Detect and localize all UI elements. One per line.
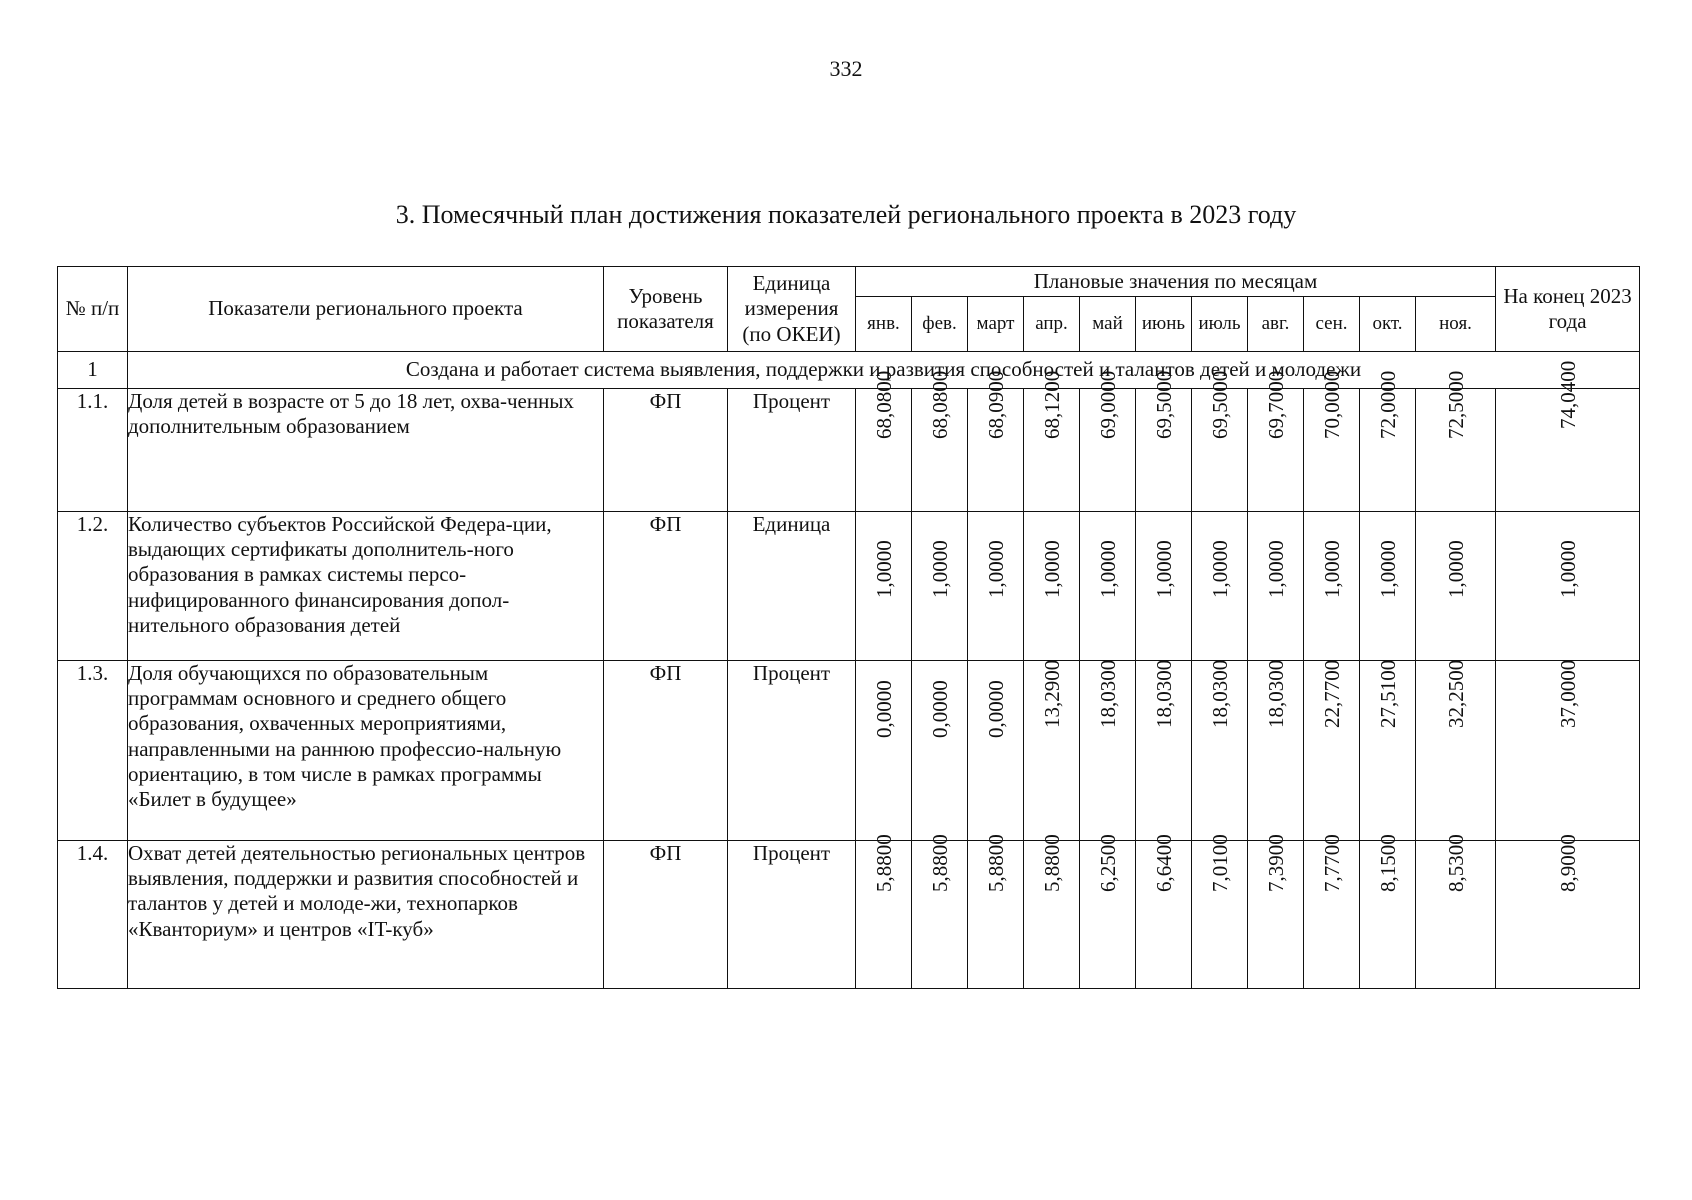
month-value: 27,5100	[1375, 659, 1400, 728]
end-of-year-value: 1,0000	[1555, 540, 1580, 598]
month-value: 68,0800	[927, 370, 952, 439]
row-indicator-name: Охват детей деятельностью региональных центров выявления, поддержки и развития способностей и талантов у детей и молоде-жи, технопарков «Кванториум» и центров «IT-куб»	[128, 841, 604, 989]
month-value-cell	[1136, 512, 1192, 661]
end-value-cell	[1496, 661, 1640, 841]
month-value: 18,0300	[1095, 659, 1120, 728]
header-unit: Единица измерения (по ОКЕИ)	[728, 267, 856, 352]
month-value-cell	[1248, 834, 1304, 989]
month-value: 1,0000	[1263, 540, 1288, 598]
month-value-cell	[1304, 834, 1360, 989]
month-value: 1,0000	[1207, 540, 1232, 598]
month-value-cell	[1080, 370, 1136, 512]
month-value: 5,8800	[927, 834, 952, 892]
month-value: 72,0000	[1375, 370, 1400, 439]
month-value: 1,0000	[1319, 540, 1344, 598]
month-value-cell	[912, 512, 968, 661]
header-month: окт.	[1360, 297, 1416, 352]
row-unit: Единица	[728, 512, 856, 661]
month-value-cell	[1248, 370, 1304, 512]
month-value: 7,3900	[1263, 834, 1288, 892]
end-of-year-value: 74,0400	[1555, 360, 1580, 429]
month-value: 1,0000	[1375, 540, 1400, 598]
month-value: 1,0000	[1151, 540, 1176, 598]
month-value-cell	[968, 512, 1024, 661]
end-value-cell	[1496, 834, 1640, 989]
month-value-cell	[1416, 512, 1496, 661]
month-value-cell	[912, 661, 968, 841]
month-value: 68,1200	[1039, 370, 1064, 439]
month-value: 13,2900	[1039, 659, 1064, 728]
month-value-cell	[1136, 834, 1192, 989]
header-month: июнь	[1136, 297, 1192, 352]
month-value: 68,0800	[871, 370, 896, 439]
end-of-year-value: 37,0000	[1555, 659, 1580, 728]
month-value-cell	[1416, 661, 1496, 841]
month-value-cell	[968, 370, 1024, 512]
month-value: 0,0000	[927, 680, 952, 738]
month-value: 69,0000	[1095, 370, 1120, 439]
month-value-cell	[912, 834, 968, 989]
header-month: ноя.	[1416, 297, 1496, 352]
header-month: март	[968, 297, 1024, 352]
month-value: 5,8800	[983, 834, 1008, 892]
month-value-cell	[1192, 370, 1248, 512]
document-title: 3. Помесячный план достижения показателей регионального проекта в 2023 году	[395, 200, 1297, 229]
month-value-cell	[1360, 661, 1416, 841]
header-planned-values: Плановые значения по месяцам	[856, 267, 1496, 297]
month-value-cell	[1360, 370, 1416, 512]
month-value: 68,0900	[983, 370, 1008, 439]
month-value: 69,5000	[1207, 370, 1232, 439]
row-unit: Процент	[728, 389, 856, 512]
month-value: 18,0300	[1151, 659, 1176, 728]
month-value: 1,0000	[871, 540, 896, 598]
month-value: 1,0000	[983, 540, 1008, 598]
row-num: 1.2.	[58, 512, 128, 661]
month-value: 5,8800	[1039, 834, 1064, 892]
row-num: 1.3.	[58, 661, 128, 841]
page-number: 332	[829, 56, 863, 81]
month-value-cell	[1136, 661, 1192, 841]
row-level: ФП	[604, 841, 728, 989]
header-month: фев.	[912, 297, 968, 352]
month-value-cell	[912, 370, 968, 512]
monthly-plan-table	[57, 266, 1640, 989]
month-value: 69,5000	[1151, 370, 1176, 439]
header-month: янв.	[856, 297, 912, 352]
row-num: 1.4.	[58, 841, 128, 989]
row-level: ФП	[604, 661, 728, 841]
month-value-cell	[1416, 370, 1496, 512]
header-month: сен.	[1304, 297, 1360, 352]
section-title: Создана и работает система выявления, поддержки и развития способностей и талантов детей и молодежи	[128, 352, 1640, 389]
row-unit: Процент	[728, 661, 856, 841]
header-level: Уровень показателя	[604, 267, 728, 352]
row-indicator-name: Количество субъектов Российской Федера-ции, выдающих сертификаты дополнитель-ного образования в рамках системы персо-нифицированного финансирования допол-нительного образования детей	[128, 512, 604, 661]
month-value-cell	[1192, 661, 1248, 841]
row-level: ФП	[604, 389, 728, 512]
header-end-of-year: На конец 2023 года	[1496, 267, 1640, 352]
month-value-cell	[856, 370, 912, 512]
month-value: 69,7000	[1263, 370, 1288, 439]
end-value-cell	[1496, 512, 1640, 661]
month-value: 0,0000	[871, 680, 896, 738]
month-value-cell	[1304, 370, 1360, 512]
table-row	[58, 841, 1640, 989]
month-value: 18,0300	[1263, 659, 1288, 728]
month-value: 22,7700	[1319, 659, 1344, 728]
month-value-cell	[1080, 661, 1136, 841]
month-value-cell	[1024, 661, 1080, 841]
header-month: май	[1080, 297, 1136, 352]
row-level: ФП	[604, 512, 728, 661]
month-value-cell	[856, 512, 912, 661]
month-value: 72,5000	[1443, 370, 1468, 439]
header-indicator: Показатели регионального проекта	[128, 267, 604, 352]
header-month: июль	[1192, 297, 1248, 352]
header-month: авг.	[1248, 297, 1304, 352]
row-unit: Процент	[728, 841, 856, 989]
month-value-cell	[1304, 661, 1360, 841]
month-value-cell	[1304, 512, 1360, 661]
month-value-cell	[968, 661, 1024, 841]
section-row	[58, 352, 1640, 389]
end-value-cell	[1496, 360, 1640, 512]
month-value: 18,0300	[1207, 659, 1232, 728]
month-value: 6,6400	[1151, 834, 1176, 892]
month-value-cell	[1360, 834, 1416, 989]
month-value-cell	[1024, 834, 1080, 989]
header-month: апр.	[1024, 297, 1080, 352]
month-value: 32,2500	[1443, 659, 1468, 728]
month-value: 0,0000	[983, 680, 1008, 738]
month-value-cell	[1416, 834, 1496, 989]
month-value-cell	[1024, 512, 1080, 661]
month-value: 7,0100	[1207, 834, 1232, 892]
month-value-cell	[968, 834, 1024, 989]
month-value: 1,0000	[1443, 540, 1468, 598]
month-value-cell	[1360, 512, 1416, 661]
row-indicator-name: Доля детей в возрасте от 5 до 18 лет, охва-ченных дополнительным образованием	[128, 389, 604, 512]
month-value-cell	[1192, 512, 1248, 661]
month-value: 1,0000	[1095, 540, 1120, 598]
month-value-cell	[856, 661, 912, 841]
table-row	[58, 512, 1640, 661]
month-value-cell	[1024, 370, 1080, 512]
row-indicator-name: Доля обучающихся по образовательным программам основного и среднего общего образования, охваченных мероприятиями, направленными на раннюю профессио-нальную ориентацию, в том числе в рамках программы «Билет в будущее»	[128, 661, 604, 841]
section-num: 1	[58, 352, 128, 389]
month-value-cell	[856, 834, 912, 989]
month-value: 1,0000	[927, 540, 952, 598]
month-value-cell	[1136, 370, 1192, 512]
table-row	[58, 389, 1640, 512]
month-value: 6,2500	[1095, 834, 1120, 892]
month-value-cell	[1248, 661, 1304, 841]
month-value-cell	[1192, 834, 1248, 989]
month-value: 8,1500	[1375, 834, 1400, 892]
month-value-cell	[1248, 512, 1304, 661]
end-of-year-value: 8,9000	[1555, 834, 1580, 892]
row-num: 1.1.	[58, 389, 128, 512]
header-num: № п/п	[58, 267, 128, 352]
month-value: 70,0000	[1319, 370, 1344, 439]
month-value: 8,5300	[1443, 834, 1468, 892]
month-value: 1,0000	[1039, 540, 1064, 598]
month-value-cell	[1080, 834, 1136, 989]
month-value: 7,7700	[1319, 834, 1344, 892]
month-value: 5,8800	[871, 834, 896, 892]
month-value-cell	[1080, 512, 1136, 661]
table-row	[58, 661, 1640, 841]
